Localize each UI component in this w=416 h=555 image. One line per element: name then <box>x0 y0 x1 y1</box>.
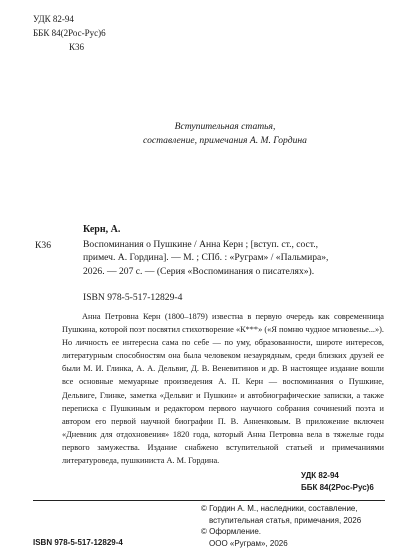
bottom-bbk-code: ББК 84(2Рос-Рус)6 <box>301 483 374 492</box>
copyright-block <box>201 503 391 549</box>
bibliographic-line3: 2026. — 207 с. — (Серия «Воспоминания о писателях»). <box>83 265 315 277</box>
editorial-note-line2: составление, примечания А. М. Гордина <box>143 134 307 146</box>
separator-rule <box>33 500 385 501</box>
bibliographic-description <box>83 238 383 278</box>
copyright-line3: © Оформление. <box>201 527 261 536</box>
top-classification-codes <box>33 12 106 54</box>
author-sign: К36 <box>69 42 85 52</box>
bottom-udk-code: УДК 82-94 <box>301 471 339 480</box>
author-heading: Керн, А. <box>83 224 121 235</box>
copyright-line1: © Гордин А. М., наследники, составление, <box>201 504 358 513</box>
bbk-code: ББК 84(2Рос-Рус)6 <box>33 28 106 38</box>
bibliographic-line2: примеч. А. Гордина]. — М. ; СПб. : «Руграм» / «Пальмира», <box>83 252 329 264</box>
editorial-note <box>80 120 370 147</box>
copyright-line2: вступительная статья, примечания, 2026 <box>209 515 362 525</box>
udk-code: УДК 82-94 <box>33 14 74 24</box>
bottom-classification-codes <box>301 470 374 494</box>
copyright-line4: ООО «Руграм», 2026 <box>209 538 288 548</box>
isbn-record: ISBN 978-5-517-12829-4 <box>83 292 183 303</box>
bibliographic-line1: Воспоминания о Пушкине / Анна Керн ; [вступ. ст., сост., <box>83 239 319 250</box>
bibliographic-author-sign: К36 <box>35 240 51 251</box>
editorial-note-line1: Вступительная статья, <box>174 121 276 132</box>
abstract-text: Анна Петровна Керн (1800–1879) известна в первую очередь как современница Пушкина, которой поэт посвятил стихотворение «К***» («Я помню чудное мгновенье...»). Но личность ее интересна сама по себе — по уму, образованности, широте интересов, литературным способностям она была человеком незаурядным, среди близких друзей ее были М. И. Глинка, А. А. Дельвиг, Д. В. Веневитинов и др. В настоящее издание вошли все основные мемуарные произведения А. П. Керн — воспоминания о Пушкине, Дельвиге, Глинке, заметка «Дельвиг и Пушкин» и автобиографические записки, а также переписка с Пушкиным и редактором первого научного собрания сочинений поэта и автором его первой научной биографии П. В. Анненковым. В приложение включен «Дневник для отдохновения» 1820 года, который Анна Петровна вела в тяжелые годы первого замужества. Издание снабжено вступительной статьей и примечаниями литературоведа, пушкиниста А. М. Гордина. <box>62 312 384 466</box>
isbn-bottom: ISBN 978-5-517-12829-4 <box>33 538 123 547</box>
